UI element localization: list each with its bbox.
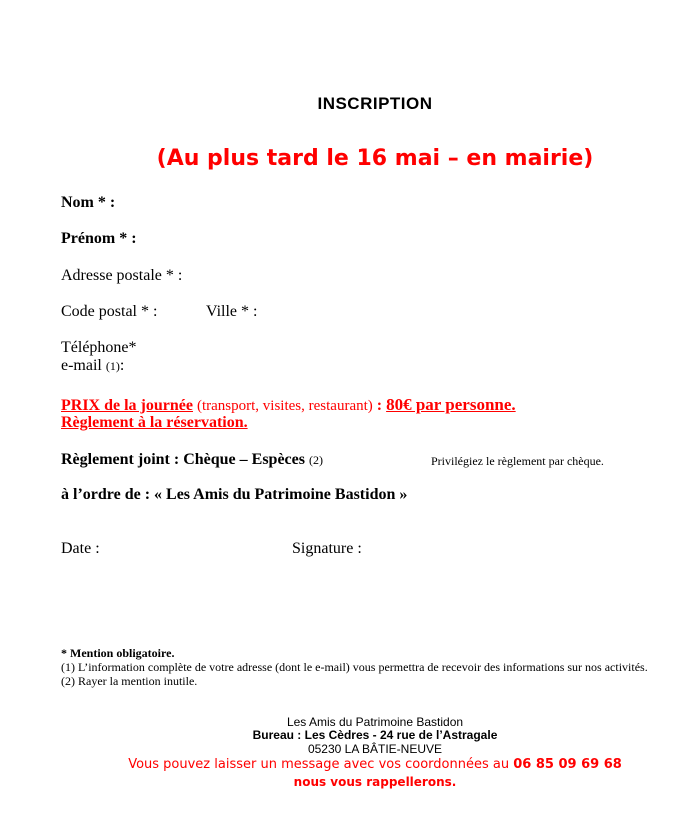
- footer-phone: 06 85 09 69 68: [513, 757, 622, 772]
- price-separator: :: [376, 397, 383, 414]
- payment-label: Règlement joint : Chèque – Espèces: [61, 451, 305, 468]
- footnote-2: (2) Rayer la mention inutile.: [61, 674, 198, 688]
- price-value: 80€ par personne.: [386, 395, 516, 414]
- footer-message-text: Vous pouvez laisser un message avec vos coordonnées au: [128, 757, 514, 772]
- order-line: à l’ordre de : « Les Amis du Patrimoine Bastidon »: [61, 486, 408, 503]
- footer-message: [0, 757, 680, 772]
- footer-org-name: Les Amis du Patrimoine Bastidon: [286, 715, 464, 729]
- footer-callback: nous vous rappellerons.: [293, 775, 457, 789]
- deadline-notice: (Au plus tard le 16 mai – en mairie): [156, 146, 594, 171]
- email-colon: :: [119, 357, 125, 374]
- code-postal-label: Code postal * :: [61, 303, 158, 320]
- nom-label: Nom * :: [61, 194, 116, 211]
- payment-note: Privilégiez le règlement par chèque.: [431, 454, 604, 468]
- signature-label: Signature :: [292, 540, 362, 557]
- email-label-line: [61, 357, 124, 375]
- price-detail: (transport, visites, restaurant): [196, 398, 373, 414]
- ville-label: Ville * :: [206, 303, 258, 320]
- footer-city: 05230 LA BÂTIE-NEUVE: [307, 742, 443, 756]
- page-title: INSCRIPTION: [317, 94, 433, 113]
- footnotes: [61, 646, 648, 688]
- footer-office: Bureau : Les Cèdres - 24 rue de l’Astragale: [252, 728, 498, 742]
- payment-footnote-ref: (2): [308, 453, 323, 467]
- payment-line: [61, 451, 323, 469]
- email-label: e-mail: [61, 357, 106, 374]
- footnote-mandatory: * Mention obligatoire.: [61, 646, 175, 660]
- date-label: Date :: [61, 540, 100, 557]
- adresse-label: Adresse postale * :: [61, 267, 183, 284]
- email-footnote-ref: (1): [105, 359, 120, 373]
- telephone-label: Téléphone*: [61, 339, 137, 356]
- settlement-notice: Règlement à la réservation.: [61, 414, 248, 431]
- prenom-label: Prénom * :: [61, 230, 137, 247]
- footnote-1: (1) L’information complète de votre adresse (dont le e-mail) vous permettra de recevoir des informations sur nos activités.: [61, 660, 648, 674]
- price-label: PRIX de la journée: [61, 397, 193, 414]
- price-line: [61, 395, 516, 415]
